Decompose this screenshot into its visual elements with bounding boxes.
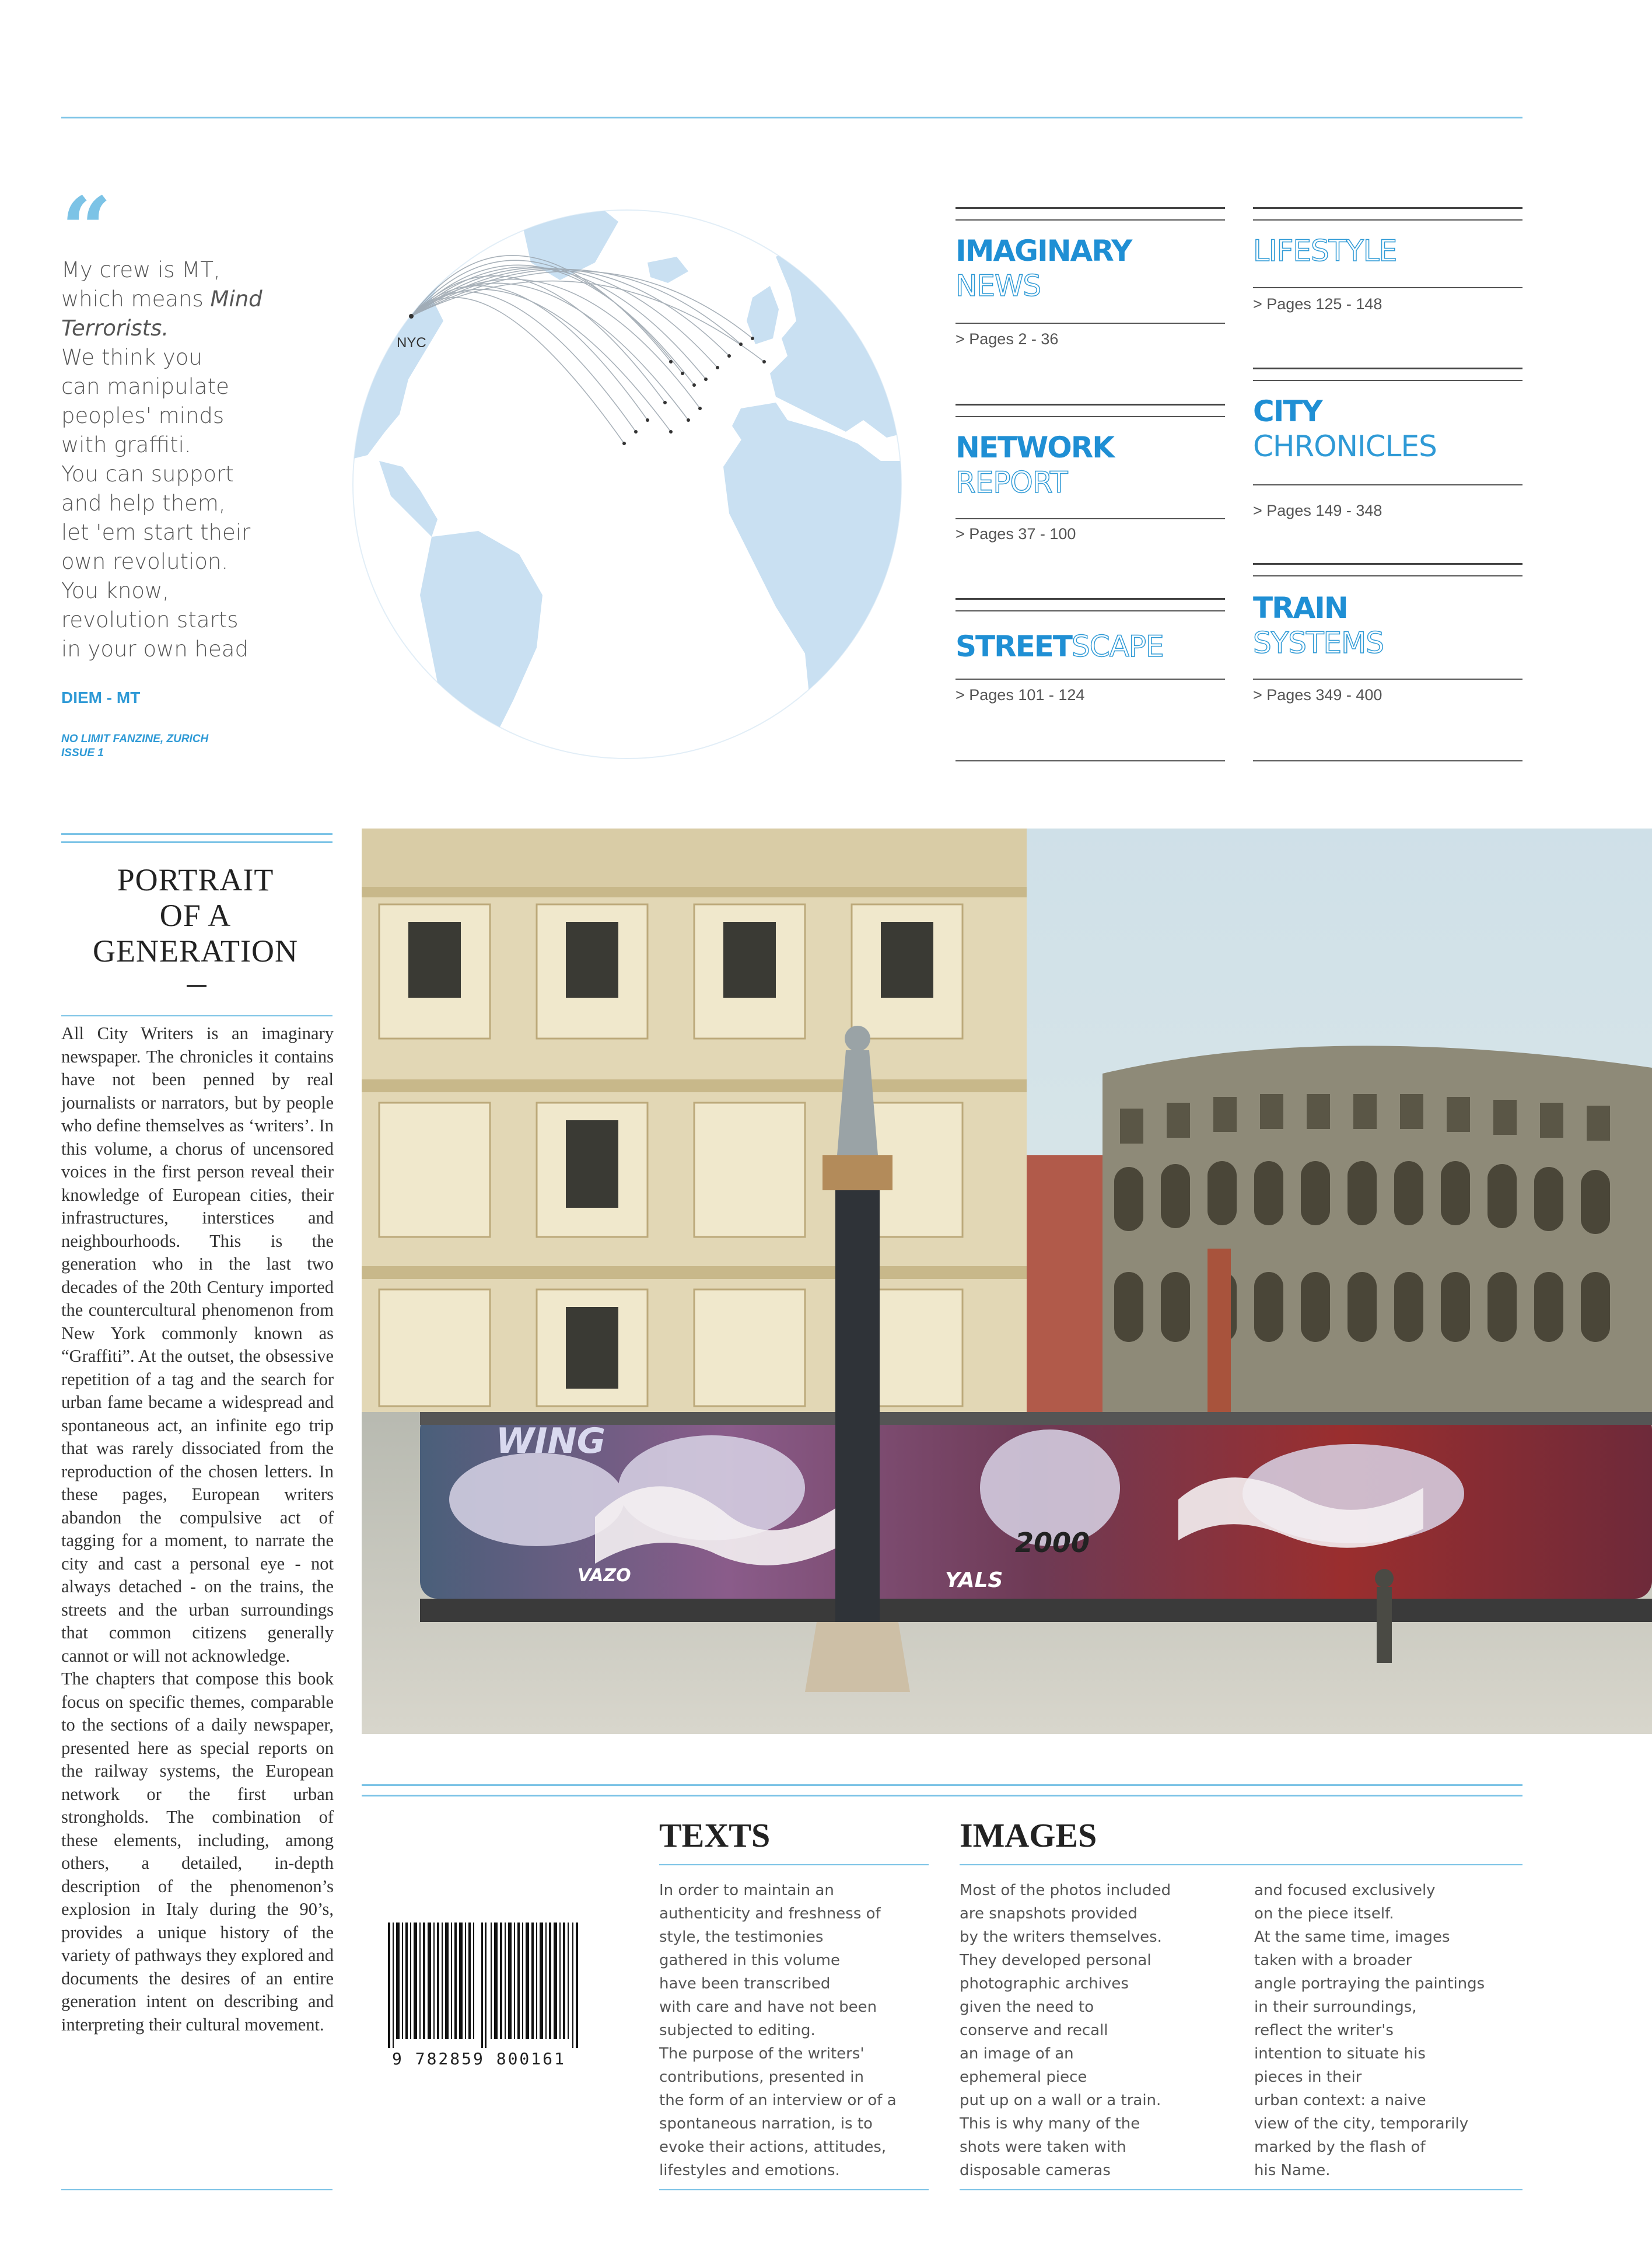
painting-image [362,829,1652,1734]
toc-rule [956,219,1225,221]
texts-bottom-rule [659,2189,929,2190]
globe-map [344,187,910,770]
toc-pages: > Pages 149 - 348 [1253,502,1382,519]
toc-rule [956,760,1225,761]
quote-source: NO LIMIT FANZINE, ZURICH ISSUE 1 [61,733,209,759]
toc-rule [1253,368,1522,369]
map-origin-label: NYC [397,335,426,351]
toc-rule [1253,484,1522,485]
texts-heading: TEXTS [659,1816,771,1854]
toc-pages: > Pages 349 - 400 [1253,686,1382,704]
graffiti-tag: 2000 [1015,1527,1090,1558]
quote-text [61,256,283,664]
toc-rule [1253,760,1522,761]
toc-rule [956,610,1225,611]
toc-pages: > Pages 101 - 124 [956,686,1085,704]
quote-line: My crew is MT, [61,257,220,282]
toc-lifestyle[interactable]: LIFESTYLE [1253,234,1397,268]
toc-city-chronicles[interactable]: CITY CHRONICLES [1253,394,1437,463]
images-body-col2: and focused exclusively on the piece itself. At the same time, images taken with a broader angle portraying the paintings in their surroundings, reflect the writer's intention to situate his pieces in their urban context: a naive view of the city, temporarily marked by the flash of his Name. [1254,1882,1485,2179]
quote-line: with graffiti. [61,432,191,457]
quote-line: You know, [61,578,170,603]
bottom-rule [362,1784,1522,1786]
images-body-col1: Most of the photos included are snapshots provided by the writers themselves. They developed personal photographic archives given the need to conserve and recall an image of an ephemeral piece put up on a wall or a train. This is why many of the shots were taken with disposable cameras [960,1882,1171,2179]
toc-imaginary-news[interactable]: IMAGINARY NEWS [956,234,1132,303]
quote-line: We think you [61,345,202,370]
toc-rule [956,679,1225,680]
toc-pages: > Pages 125 - 148 [1253,295,1382,313]
title-dash [187,985,206,987]
graffiti-tag: VAZO [578,1565,631,1586]
portrait-bottom-rule [61,2189,332,2190]
images-heading: IMAGES [960,1816,1097,1854]
portrait-body [61,1022,334,2036]
portrait-rule [61,841,332,843]
portrait-paragraph: All City Writers is an imaginary newspaper. The chronicles it contains have not been penned by real journalists or narrators, but by people who define themselves as ‘writers’. In this volume, a chorus of uncensored voices in the first person reveal their knowledge of European cities, their infrastructures, interstices and neighbourhoods. This is the generation who in the last two decades of the 20th Century imported the countercultural phenomenon from New York commonly known as “Graffiti”. At the outset, the obsessive repetition of a tag and the search for urban fame became a widespread and spontaneous act, an infinite ego trip that was rarely dissociated from the reproduction of the chosen letters. In these pages, European writers abandon the compulsive act of tagging for a moment, to narrate the city and cast a personal eye - not always detached - on the trains, the streets and the urban surroundings that common citizens generally cannot or will not acknowledge. [61,1023,334,1666]
quote-line: let 'em start their [61,520,251,545]
toc-rule [1253,575,1522,576]
barcode [388,1923,583,2048]
quote-line: peoples' minds [61,403,225,428]
toc-rule [1253,287,1522,288]
toc-streetscape[interactable]: STREETSCAPE [956,630,1164,663]
toc-rule [956,323,1225,324]
portrait-title: PORTRAIT OF A GENERATION [93,862,298,969]
quote-line: Terrorists. [61,316,169,341]
toc-rule [1253,380,1522,381]
top-rule [61,117,1522,118]
quote-line: in your own head [61,637,249,662]
quote-line: own revolution. [61,549,229,574]
bottom-rule [362,1795,1522,1796]
quote-mark: “ [61,178,112,281]
toc-pages: > Pages 2 - 36 [956,330,1059,348]
toc-network-report[interactable]: NETWORK REPORT [956,431,1114,499]
quote-line: can manipulate [61,374,229,399]
quote-line: which means Mind [61,286,262,312]
portrait-rule [61,833,332,835]
quote-line: revolution starts [61,607,239,632]
toc-pages: > Pages 37 - 100 [956,525,1076,543]
portrait-paragraph: The chapters that compose this book focus on specific themes, comparable to the sections of a daily newspaper, presented here as special reports on the railway systems, the European network or the first urban strongholds. The combination of these elements, including, among others, a detailed, in-depth description of the phenomenon’s explosion in Italy during the 90’s, provides a unique history of the variety of pathways they explored and documents the desires of an entire generation intent on describing and interpreting their cultural movement. [61,1669,334,2035]
toc-rule [956,207,1225,209]
toc-rule [956,404,1225,406]
images-rule [960,1864,1522,1865]
texts-body: In order to maintain an authenticity and freshness of style, the testimonies gathered in this volume have been transcribed with care and have not been subjected to editing. The purpose of the writers' contributions, presented in the form of an interview or of a spontaneous narration, is to evoke their actions, attitudes, lifestyles and emotions. [659,1882,897,2179]
quote-line: You can support [61,462,234,487]
portrait-rule [61,1015,332,1016]
texts-rule [659,1864,929,1865]
toc-rule [956,598,1225,600]
toc-rule [1253,207,1522,209]
toc-rule [1253,679,1522,680]
quote-author: DIEM - MT [61,688,141,707]
graffiti-tag: YALS [945,1568,1003,1592]
isbn-number: 9 782859 800161 [392,2049,566,2068]
toc-rule [1253,219,1522,221]
graffiti-tag: WING [496,1421,606,1462]
toc-train-systems[interactable]: TRAIN SYSTEMS [1253,591,1384,660]
quote-line: and help them, [61,491,226,516]
toc-rule [956,518,1225,519]
toc-rule [1253,563,1522,565]
images-bottom-rule [960,2189,1522,2190]
toc-rule [956,416,1225,417]
